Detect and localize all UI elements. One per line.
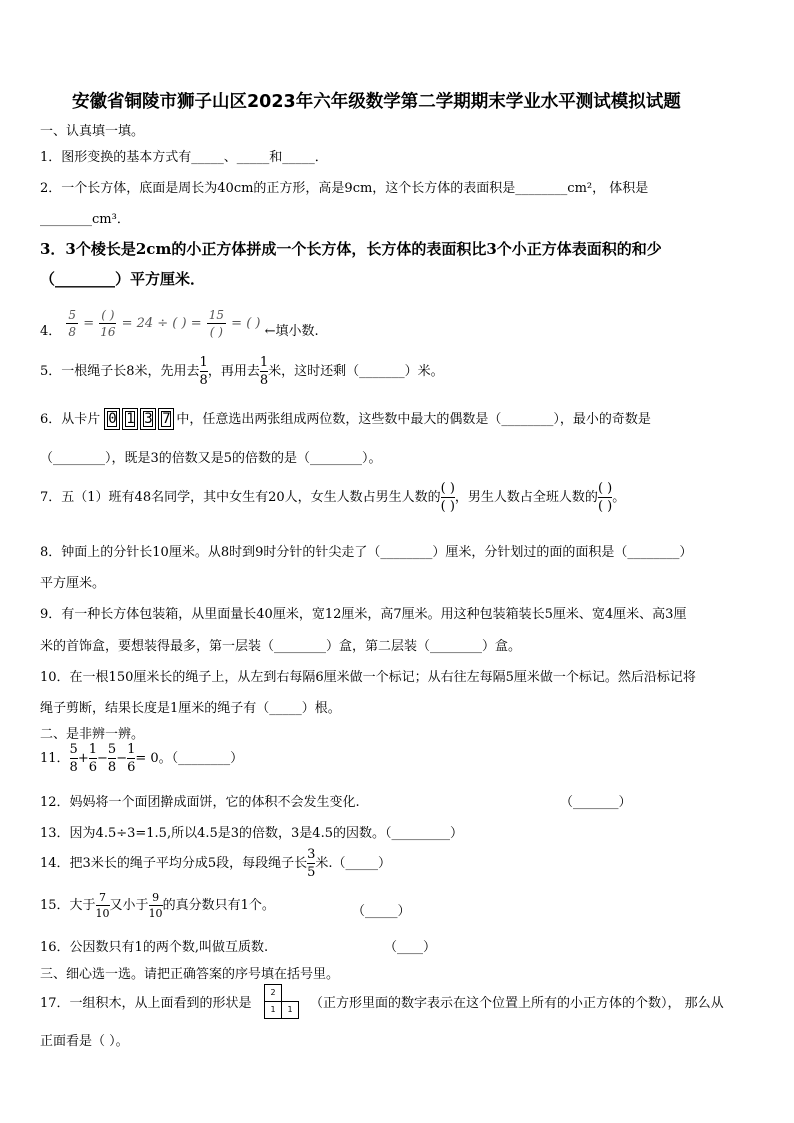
- section-1-heading: 一、认真填一填。: [40, 124, 145, 139]
- fraction: $\frac{9}{10}$: [148, 891, 163, 920]
- question-4-suffix: ←填小数.: [264, 324, 319, 339]
- question-3-line-2: （________）平方厘米．: [40, 270, 206, 288]
- question-17: 17．一组积木，从上面看到的形状是: [40, 996, 252, 1011]
- grid-cell: 2: [264, 984, 282, 1002]
- question-9-line-2: 米的首饰盒，要想装得最多，第一层装（________）盒，第二层装（________）盒。: [40, 639, 522, 654]
- grid-cell: 1: [281, 1001, 299, 1019]
- question-10-line-2: 绳子剪断，结果长度是1厘米的绳子有（_____）根。: [40, 701, 341, 716]
- fraction: $\frac{1}{6}$: [127, 742, 136, 775]
- question-15-blank: （_____）: [352, 904, 411, 919]
- fraction: $\frac{7}{10}$: [95, 891, 110, 920]
- question-3-line-1: 3．3个棱长是2cm的小正方体拼成一个长方体，长方体的表面积比3个小正方体表面积的和少: [40, 240, 662, 258]
- fraction: $\frac{5}{8}$: [107, 742, 117, 775]
- question-5: 5．一根绳子长8米，先用去 $\frac{1}{8}$ ，再用去 $\frac{1}{8}$ 米，这时还剩（_______）米。: [40, 355, 444, 388]
- question-13: 13．因为4.5÷3=1.5,所以4.5是3的倍数，3是4.5的因数。（_________）: [40, 826, 463, 841]
- blank-fraction: ( ) ( ): [597, 481, 613, 514]
- question-11: 11． $\frac{5}{8}$ + $\frac{1}{6}$ − $\frac{5}{8}$ − $\frac{1}{6}$ = 0。（________）: [40, 742, 244, 775]
- fraction: $\frac{1}{8}$: [259, 355, 269, 388]
- blank-fraction: ( ) ( ): [440, 481, 455, 514]
- question-1: 1．图形变换的基本方式有_____、_____和_____．: [40, 150, 328, 165]
- fraction: $\frac{5}{8}$: [69, 742, 78, 775]
- section-3-heading: 三、细心选一选。请把正确答案的序号填在括号里。: [40, 967, 340, 982]
- digit-card: 3: [140, 408, 156, 430]
- question-16: 16．公因数只有1的两个数,叫做互质数.: [40, 940, 269, 955]
- question-12: 12．妈妈将一个面团擀成面饼，它的体积不会发生变化.: [40, 795, 360, 810]
- digit-card: 7: [158, 408, 174, 430]
- question-9-line-1: 9．有一种长方体包装箱，从里面量长40厘米，宽12厘米，高7厘米。用这种包装箱装长5厘米、宽4厘米、高3厘: [40, 607, 687, 622]
- page-title: 安徽省铜陵市狮子山区2023年六年级数学第二学期期末学业水平测试模拟试题: [72, 92, 681, 112]
- top-view-grid: [264, 984, 304, 1020]
- grid-cell: 1: [264, 1001, 282, 1019]
- question-10-line-1: 10．在一根150厘米长的绳子上，从左到右每隔6厘米做一个标记；从右往左每隔5厘米做一个标记。然后沿标记将: [40, 670, 696, 685]
- question-8-line-1: 8．钟面上的分针长10厘米。从8时到9时分针的针尖走了（________）厘米，分针划过的面的面积是（________）: [40, 545, 693, 560]
- question-7: 7．五（1）班有48名同学，其中女生有20人，女生人数占男生人数的 ( ) ( ) ，男生人数占全班人数的 ( ) ( ) 。: [40, 481, 626, 514]
- fraction: $\frac{3}{5}$: [307, 847, 316, 880]
- question-6: 6．从卡片 0 1 3 7 中，任意选出两张组成两位数，这些数中最大的偶数是（________），最小的奇数是: [40, 408, 651, 430]
- question-15: 15．大于 $\frac{7}{10}$ 又小于 $\frac{9}{10}$ 的真分数只有1个。: [40, 891, 275, 920]
- question-number: 4．: [40, 324, 62, 339]
- question-2-line-2: ________cm³．: [40, 212, 130, 227]
- question-2-line-1: 2．一个长方体，底面是周长为40cm的正方形，高是9cm，这个长方体的表面积是________cm²， 体积是: [40, 181, 649, 196]
- question-12-blank: （_______）: [560, 795, 632, 810]
- section-2-heading: 二、是非辨一辨。: [40, 727, 145, 742]
- fraction: $\frac{1}{8}$: [199, 355, 208, 388]
- digit-card: 1: [122, 408, 138, 430]
- question-4: 4． $\frac{5}{8}$ = $\frac{( )}{16}$ = 24 ÷ ( ) = $\frac{15}{( )}$ = ( ) ←填小数.: [40, 308, 319, 339]
- question-6-line-2: （________），既是3的倍数又是5的倍数的是（________）。: [40, 451, 382, 466]
- question-16-blank: （____）: [384, 940, 437, 955]
- fraction: $\frac{( )}{16}$: [100, 308, 116, 339]
- question-14: 14．把3米长的绳子平均分成5段，每段绳子长 $\frac{3}{5}$ 米.（_____）: [40, 847, 392, 880]
- question-17-continued: （正方形里面的数字表示在这个位置上所有的小正方体的个数）， 那么从: [310, 996, 724, 1011]
- fraction: $\frac{5}{8}$: [68, 308, 77, 339]
- fraction: $\frac{1}{6}$: [88, 742, 98, 775]
- question-8-line-2: 平方厘米。: [40, 576, 106, 591]
- digit-card: 0: [104, 408, 120, 430]
- fraction: $\frac{15}{( )}$: [208, 308, 225, 339]
- question-17-line-2: 正面看是（ ）。: [40, 1034, 129, 1049]
